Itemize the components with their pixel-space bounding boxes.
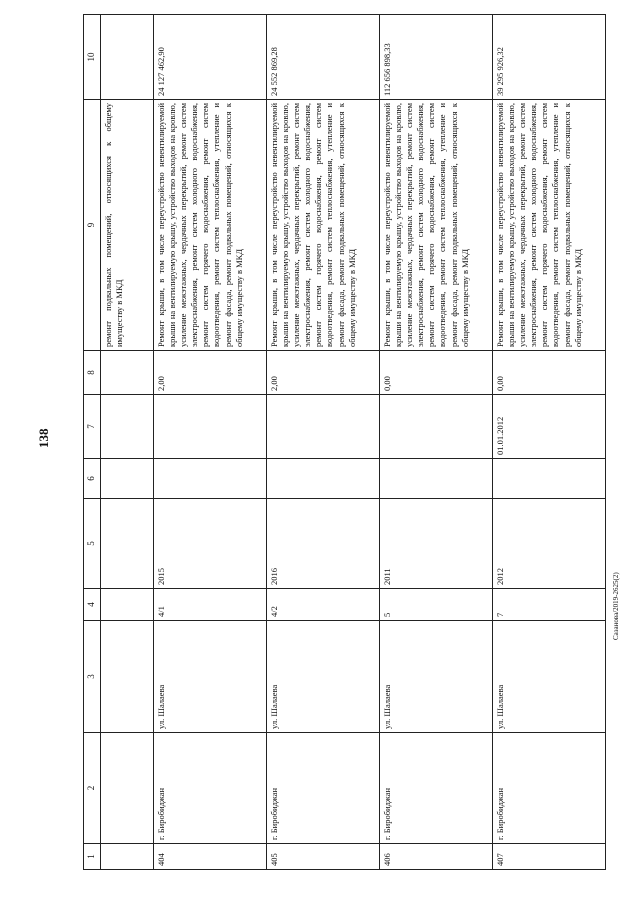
continuation-text: ремонт подвальных помещений, относящихся к общему имуществу в МКД xyxy=(101,100,154,351)
table-row: 406 г. Биробиджан ул. Шалаева 5 2011 0,00 Ремонт крыши, в том числе переустройство невентилируемой крыши на вентилируемую крышу, устройство выходов на кровлю, усиление межэтажных, чердачных перекрытий, ремонт систем электроснабжения, ремонт систем холодного водоснабжения, ремонт систем горячего водоснабжения, ремонт систем водоотведения, ремонт систем теплоснабжения, утепление и ремонт фасада, ремонт подвальных помещений, относящихся к общему имуществу в МКД 112 656 898,33 xyxy=(380,15,493,870)
continuation-row xyxy=(101,15,154,870)
header-row xyxy=(84,15,101,870)
header-cell: 3 xyxy=(84,621,101,733)
table-row: 405 г. Биробиджан ул. Шалаева 4/2 2016 2,00 Ремонт крыши, в том числе переустройство невентилируемой крыши на вентилируемую крышу, устройство выходов на кровлю, усиление межэтажных, чердачных перекрытий, ремонт систем электроснабжения, ремонт систем холодного водоснабжения, ремонт систем горячего водоснабжения, ремонт систем водоотведения, ремонт систем теплоснабжения, утепление и ремонт фасада, ремонт подвальных помещений, относящихся к общему имуществу в МКД 24 552 869,28 xyxy=(267,15,380,870)
table-row: 407 г. Биробиджан ул. Шалаева 7 2012 01.01.2012 0,00 Ремонт крыши, в том числе переустройство невентилируемой крыши на вентилируемую крышу, устройство выходов на кровлю, усиление межэтажных, чердачных перекрытий, ремонт систем электроснабжения, ремонт систем холодного водоснабжения, ремонт систем горячего водоснабжения, ремонт систем водоотведения, ремонт систем теплоснабжения, утепление и ремонт фасада, ремонт подвальных помещений, относящихся к общему имуществу в МКД 39 295 926,32 xyxy=(493,15,606,870)
header-cell: 2 xyxy=(84,733,101,844)
header-cell: 6 xyxy=(84,459,101,499)
table-container xyxy=(83,15,603,870)
header-cell: 8 xyxy=(84,351,101,395)
header-cell: 10 xyxy=(84,15,101,100)
header-cell: 1 xyxy=(84,844,101,870)
page-number: 138 xyxy=(36,428,51,448)
header-cell: 5 xyxy=(84,499,101,589)
table-row: 404 г. Биробиджан ул. Шалаева 4/1 2015 2,00 Ремонт крыши, в том числе переустройство невентилируемой крыши на вентилируемую крышу, устройство выходов на кровлю, усиление межэтажных, чердачных перекрытий, ремонт систем электроснабжения, ремонт систем холодного водоснабжения, ремонт систем горячего водоснабжения, ремонт систем водоотведения, ремонт систем теплоснабжения, утепление и ремонт фасада, ремонт подвальных помещений, относящихся к общему имуществу в МКД 24 127 462,90 xyxy=(154,15,267,870)
header-cell: 9 xyxy=(84,100,101,351)
header-cell: 7 xyxy=(84,395,101,459)
footer-code: Сазанова/2019-2625(2) xyxy=(612,572,620,640)
repair-table xyxy=(83,14,606,870)
header-cell: 4 xyxy=(84,589,101,621)
